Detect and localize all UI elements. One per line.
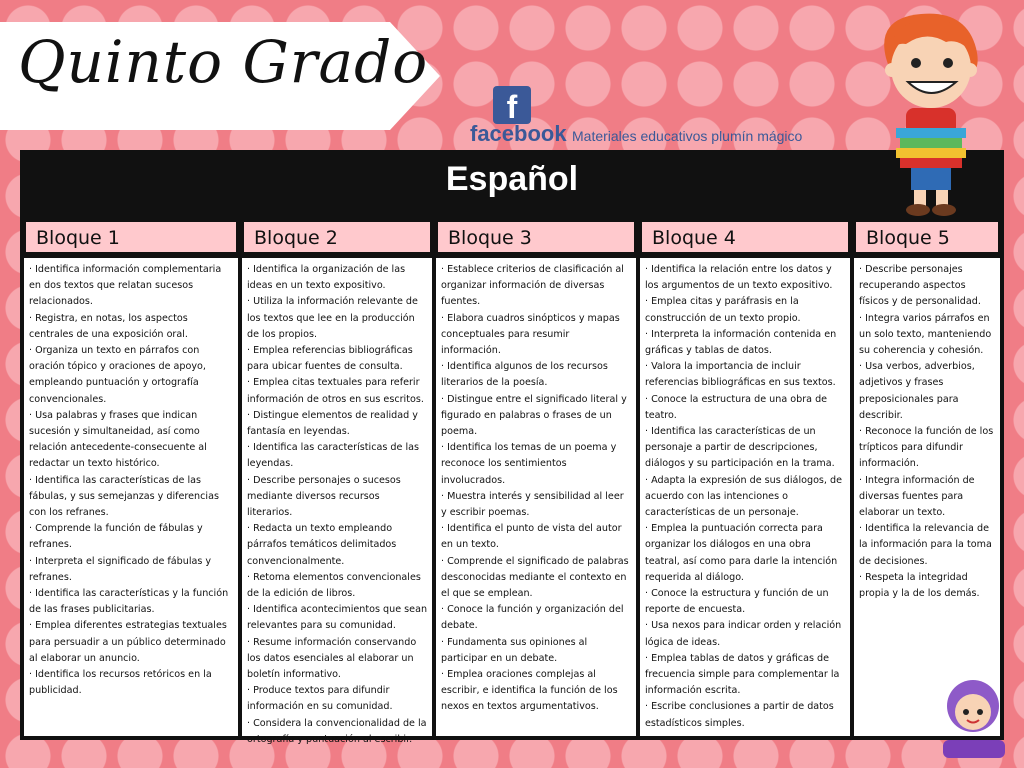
learning-item: · Conoce la estructura de una obra de teatro. (645, 393, 828, 421)
learning-item: · Organiza un texto en párrafos con oración tópico y oraciones de apoyo, empleando puntuación y ortografía convencionales. (29, 345, 206, 405)
facebook-icon: f (493, 86, 531, 124)
boy-with-books-illustration (866, 8, 996, 218)
learning-item: · Emplea citas y paráfrasis en la construcción de un texto propio. (645, 296, 801, 324)
learning-item: · Identifica los temas de un poema y reconoce los sentimientos involucrados. (441, 442, 617, 486)
column-body (436, 258, 636, 736)
plumin-magico-logo (935, 672, 1015, 762)
learning-item: · Emplea referencias bibliográficas para ubicar fuentes de consulta. (247, 345, 413, 373)
column-body (854, 258, 1000, 736)
page-title: Quinto Grado (18, 28, 429, 96)
facebook-caption: Materiales educativos plumín mágico (572, 128, 803, 144)
learning-item: · Identifica las características y la función de las frases publicitarias. (29, 588, 229, 616)
learning-item: · Distingue elementos de realidad y fantasía en leyendas. (247, 409, 418, 438)
learning-item: · Distingue entre el significado literal y figurado en palabras o frases de un poema. (441, 393, 627, 438)
learning-item: · Emplea citas textuales para referir información de otros en sus escritos. (247, 377, 424, 405)
column-bloque-1 (24, 220, 238, 736)
learning-item: · Comprende el significado de palabras desconocidas mediante el contexto en el que se emplean. (441, 555, 629, 600)
learning-item: · Identifica la relación entre los datos y los argumentos de un texto expositivo. (645, 264, 833, 292)
column-body (24, 258, 238, 736)
learning-item: · Utiliza la información relevante de los textos que lee en la producción de los propios. (247, 296, 418, 340)
column-header: Bloque 5 (854, 220, 1000, 254)
column-bloque-3 (436, 220, 636, 736)
learning-item: · Identifica las características de las leyendas. (247, 442, 420, 470)
learning-item: · Establece criterios de clasificación al organizar información de diversas fuentes. (441, 264, 624, 308)
column-bloque-4 (640, 220, 850, 736)
learning-item: · Fundamenta sus opiniones al participar en un debate. (441, 636, 588, 664)
learning-item: · Escribe conclusiones a partir de datos estadísticos simples. (645, 701, 834, 729)
column-body (242, 258, 432, 745)
column-header: Bloque 3 (436, 220, 636, 254)
column-bloque-5 (854, 220, 1000, 736)
learning-item: · Produce textos para difundir información en su comunidad. (247, 685, 393, 713)
learning-item: · Identifica las características de un personaje a partir de descripciones, diálogos y su participación en la trama. (645, 426, 835, 470)
learning-item: · Identifica algunos de los recursos literarios de la poesía. (441, 361, 608, 389)
learning-item: · Conoce la función y organización del debate. (441, 604, 624, 632)
learning-item: · Usa verbos, adverbios, adjetivos y frases preposicionales para describir. (859, 361, 975, 421)
column-header: Bloque 1 (24, 220, 238, 254)
learning-item: · Redacta un texto empleando párrafos temáticos delimitados convencionalmente. (247, 523, 397, 567)
learning-item: · Valora la importancia de incluir referencias bibliográficas en sus textos. (645, 361, 836, 389)
facebook-wordmark: facebook (470, 121, 567, 146)
learning-item: · Comprende la función de fábulas y refranes. (29, 523, 203, 551)
column-bloque-2 (242, 220, 432, 745)
learning-item: · Retoma elementos convencionales de la edición de libros. (247, 571, 421, 600)
learning-item: · Respeta la integridad propia y la de los demás. (859, 571, 980, 600)
learning-item: · Emplea tablas de datos y gráficas de frecuencia simple para complementar la información escrita. (645, 652, 840, 697)
learning-item: · Conoce la estructura y función de un reporte de encuesta. (645, 588, 829, 616)
learning-item: · Adapta la expresión de sus diálogos, de acuerdo con las intenciones o características de un personaje. (645, 474, 843, 519)
learning-item: · Emplea diferentes estrategias textuales para persuadir a un público determinado al elaborar un anuncio. (29, 620, 227, 664)
column-header: Bloque 4 (640, 220, 850, 254)
subject-board (20, 150, 1004, 745)
learning-item: · Usa nexos para indicar orden y relación lógica de ideas. (645, 620, 842, 648)
learning-item: · Identifica las características de las fábulas, y sus semejanzas y diferencias con los refranes. (29, 474, 219, 519)
learning-item: · Integra varios párrafos en un solo texto, manteniendo su coherencia y cohesión. (859, 312, 992, 357)
learning-item: · Resume información conservando los datos esenciales al elaborar un boletín informativo. (247, 636, 417, 681)
learning-item: · Interpreta el significado de fábulas y refranes. (29, 555, 212, 583)
learning-item: · Muestra interés y sensibilidad al leer y escribir poemas. (441, 490, 624, 519)
column-body (640, 258, 850, 736)
learning-item: · Describe personajes recuperando aspectos físicos y de personalidad. (859, 264, 981, 308)
learning-item: · Integra información de diversas fuentes para elaborar un texto. (859, 474, 975, 519)
learning-item: · Describe personajes o sucesos mediante diversos recursos literarios. (247, 474, 401, 519)
learning-item: · Reconoce la función de los trípticos para difundir información. (859, 426, 994, 470)
learning-item: · Elabora cuadros sinópticos y mapas conceptuales para resumir información. (441, 312, 620, 357)
learning-item: · Identifica la organización de las ideas en un texto expositivo. (247, 264, 406, 292)
learning-item: · Usa palabras y frases que indican sucesión y simultaneidad, así como relación antecedente-consecuente al redactar un texto histórico. (29, 409, 207, 470)
learning-item: · Considera la convencionalidad de la ortografía y puntuación al escribir. (247, 717, 427, 745)
learning-item: · Emplea oraciones complejas al escribir, e identifica la función de los nexos en textos argumentativos. (441, 669, 618, 713)
learning-item: · Interpreta la información contenida en gráficas y tablas de datos. (645, 328, 837, 357)
learning-item: · Identifica la relevancia de la información para la toma de decisiones. (859, 523, 992, 567)
learning-item: · Identifica acontecimientos que sean relevantes para su comunidad. (247, 604, 428, 632)
learning-item: · Registra, en notas, los aspectos centrales de una exposición oral. (29, 312, 188, 340)
board-title: Español (445, 160, 579, 198)
learning-item: · Identifica el punto de vista del autor en un texto. (441, 523, 622, 551)
learning-item: · Identifica información complementaria en dos textos que relatan sucesos relacionados. (29, 264, 222, 308)
learning-item: · Emplea la puntuación correcta para organizar los diálogos en una obra teatral, así como para darle la intención requerida al diálogo. (645, 523, 838, 583)
learning-item: · Identifica los recursos retóricos en la publicidad. (29, 669, 212, 697)
column-header: Bloque 2 (242, 220, 432, 254)
